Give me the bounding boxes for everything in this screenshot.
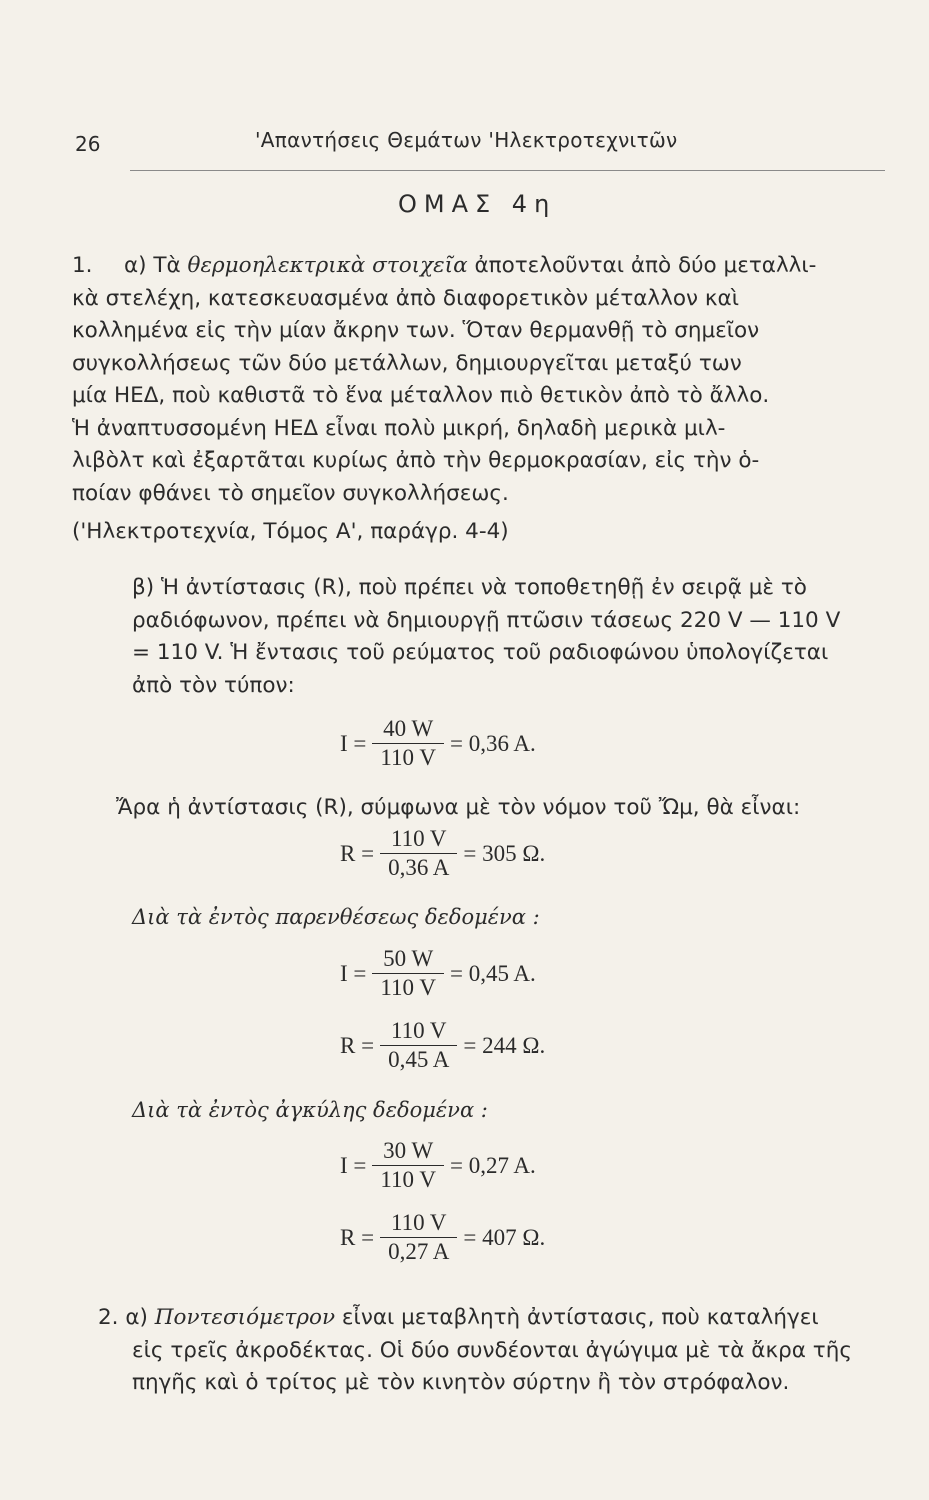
q1-b-line: β) Ἡ ἀντίστασις (R), ποὺ πρέπει νὰ τοποθετηθῇ ἐν σειρᾷ μὲ τὸ — [132, 575, 807, 600]
formula-rhs: = 244 Ω. — [463, 1032, 546, 1058]
q2-a-line — [98, 1302, 908, 1335]
page-header — [75, 128, 883, 158]
q1-a-label: α) Τὰ — [124, 253, 181, 278]
q1-part-a — [72, 250, 902, 549]
formula-lhs: R = — [340, 840, 375, 866]
formula-lhs: I = — [340, 730, 367, 756]
formula-rhs: = 0,36 A. — [449, 730, 536, 756]
fraction — [380, 1018, 457, 1073]
formula-rhs: = 0,27 A. — [449, 1152, 536, 1178]
q1-part-b — [132, 572, 902, 702]
fraction — [380, 1210, 457, 1265]
q1-a-line — [72, 250, 902, 283]
q1-a-line: κὰ στελέχη, κατεσκευασμένα ἀπὸ διαφορετικὸν μέταλλον καὶ — [72, 285, 739, 311]
q2-a-line: εἰς τρεῖς ἀκροδέκτας. Οἱ δύο συνδέονται ἀγώγιμα μὲ τὰ ἄκρα τῆς — [132, 1337, 852, 1363]
formula-current-2 — [340, 946, 536, 1001]
fraction-denominator: 0,36 A — [380, 853, 457, 881]
q2-part-a — [98, 1302, 908, 1400]
q2-number: 2. — [98, 1305, 119, 1330]
q1-a-line: Ἡ ἀναπτυσσομένη ΗΕΔ εἶναι πολὺ μικρή, δηλαδὴ μερικὰ μιλ- — [72, 415, 726, 441]
fraction-denominator: 110 V — [372, 743, 444, 771]
formula-rhs: = 0,45 A. — [449, 960, 536, 986]
fraction-numerator: 50 W — [383, 946, 434, 971]
fraction-numerator: 110 V — [390, 1210, 447, 1235]
q1-b-line: ραδιόφωνον, πρέπει νὰ δημιουργῇ πτῶσιν τάσεως 220 V — 110 V — [132, 607, 841, 633]
q1-a-line1-rest: ἀποτελοῦνται ἀπὸ δύο μεταλλι- — [474, 253, 817, 278]
fraction-numerator: 110 V — [390, 1018, 447, 1043]
subheading-brackets: Διὰ τὰ ἐντὸς ἀγκύλης δεδομένα : — [132, 1098, 488, 1122]
fraction — [372, 1138, 444, 1193]
q1-b-line: = 110 V. Ἡ ἔντασις τοῦ ρεύματος τοῦ ραδιοφώνου ὑπολογίζεται — [132, 640, 829, 665]
fraction-numerator: 110 V — [390, 826, 447, 851]
formula-current-3 — [340, 1138, 536, 1193]
section-title: ΟΜΑΣ 4η — [398, 190, 557, 218]
q1-a-term: θερμοηλεκτρικὰ στοιχεῖα — [187, 253, 468, 278]
fraction-denominator: 0,27 A — [380, 1237, 457, 1265]
formula-lhs: I = — [340, 960, 367, 986]
q2-a-line1-rest: εἶναι μεταβλητὴ ἀντίστασις, ποὺ καταλήγει — [341, 1305, 819, 1330]
fraction — [372, 946, 444, 1001]
formula-current-1 — [340, 716, 536, 771]
q1-a-citation: ('Ηλεκτροτεχνία, Τόμος Α', παράγρ. 4-4) — [72, 519, 509, 544]
fraction-numerator: 30 W — [383, 1138, 434, 1163]
q1-a-line: μία ΗΕΔ, ποὺ καθιστᾶ τὸ ἕνα μέταλλον πιὸ θετικὸν ἀπὸ τὸ ἄλλο. — [72, 383, 770, 408]
page-number: 26 — [75, 132, 101, 156]
subheading-parentheses: Διὰ τὰ ἐντὸς παρενθέσεως δεδομένα : — [132, 905, 540, 929]
formula-resistance-3 — [340, 1210, 545, 1265]
formula-lhs: R = — [340, 1224, 375, 1250]
formula-lhs: I = — [340, 1152, 367, 1178]
fraction — [380, 826, 457, 881]
fraction — [372, 716, 444, 771]
fraction-denominator: 110 V — [372, 1165, 444, 1193]
q2-a-term: Ποντεσιόμετρον — [154, 1305, 336, 1330]
q1-b-line: ἀπὸ τὸν τύπον: — [132, 672, 295, 698]
fraction-denominator: 0,45 A — [380, 1045, 457, 1073]
q1-a-line: λιβὸλτ καὶ ἐξαρτᾶται κυρίως ἀπὸ τὴν θερμοκρασίαν, εἰς τὴν ὁ- — [72, 448, 760, 473]
fraction-numerator: 40 W — [383, 716, 434, 741]
q1-number: 1. — [72, 253, 93, 278]
q1-a-line: ποίαν φθάνει τὸ σημεῖον συγκολλήσεως. — [72, 480, 509, 506]
formula-lhs: R = — [340, 1032, 375, 1058]
fraction-denominator: 110 V — [372, 973, 444, 1001]
formula-resistance-1 — [340, 826, 545, 881]
q2-a-label: α) — [125, 1305, 148, 1330]
running-title: 'Απαντήσεις Θεμάτων 'Ηλεκτροτεχνιτῶν — [255, 128, 678, 152]
formula-rhs: = 407 Ω. — [463, 1224, 546, 1250]
header-rule — [130, 170, 885, 171]
q1-a-line: συγκολλήσεως τῶν δύο μετάλλων, δημιουργεῖται μεταξύ των — [72, 350, 742, 376]
q1-b-between: Ἄρα ἡ ἀντίστασις (R), σύμφωνα μὲ τὸν νόμον τοῦ Ὤμ, θὰ εἶναι: — [116, 795, 801, 820]
q2-a-line: πηγῆς καὶ ὁ τρίτος μὲ τὸν κινητὸν σύρτην ἢ τὸν στρόφαλον. — [132, 1370, 790, 1395]
q1-a-line: κολλημένα εἰς τὴν μίαν ἄκρην των. Ὅταν θερμανθῇ τὸ σημεῖον — [72, 318, 760, 343]
formula-resistance-2 — [340, 1018, 545, 1073]
formula-rhs: = 305 Ω. — [463, 840, 546, 866]
